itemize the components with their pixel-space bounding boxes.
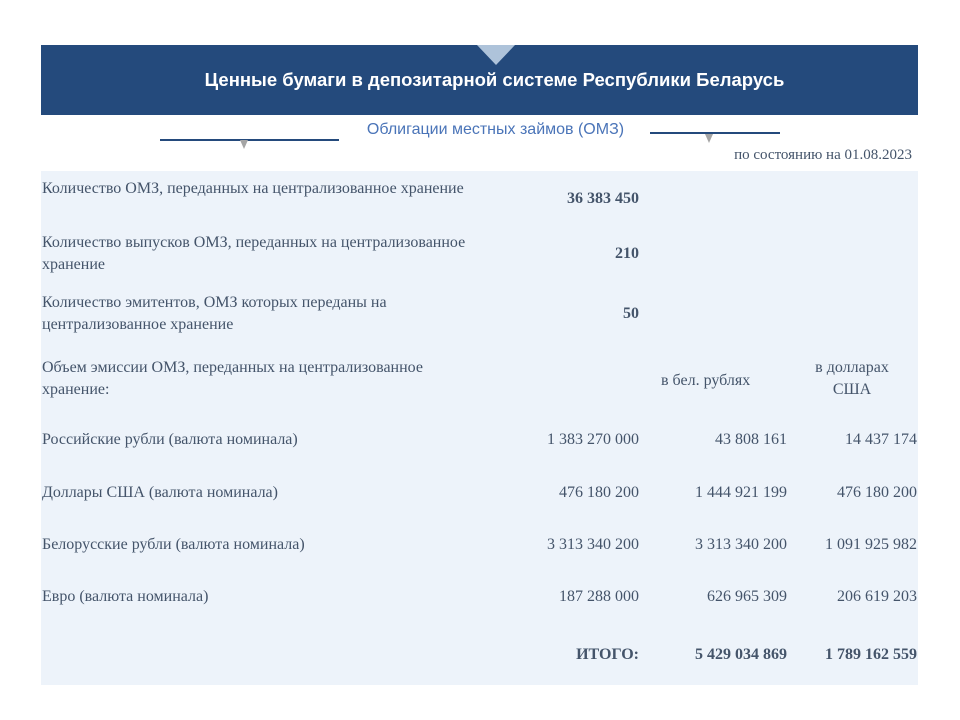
summary-label-issuers: Количество эмитентов, ОМЗ которых переданы на централизованное хранение bbox=[42, 294, 387, 333]
table-cell-nominal: 1 383 270 000 bbox=[547, 431, 639, 448]
table-cell-nominal: 3 313 340 200 bbox=[547, 536, 639, 553]
total-label: ИТОГО: bbox=[576, 646, 639, 663]
summary-label-quantity: Количество ОМЗ, переданных на централизованное хранение bbox=[42, 180, 464, 197]
table-cell-byn: 1 444 921 199 bbox=[695, 484, 787, 501]
table-row-label: Белорусские рубли (валюта номинала) bbox=[42, 536, 305, 553]
table-cell-usd: 476 180 200 bbox=[837, 484, 917, 501]
total-usd: 1 789 162 559 bbox=[825, 646, 917, 663]
summary-label-issues: Количество выпусков ОМЗ, переданных на централизованное хранение bbox=[42, 234, 466, 273]
table-cell-byn: 3 313 340 200 bbox=[695, 536, 787, 553]
column-header-usd: в долларах США bbox=[815, 359, 889, 398]
table-cell-nominal: 187 288 000 bbox=[559, 588, 639, 605]
table-row-label: Евро (валюта номинала) bbox=[42, 588, 209, 605]
rule-arrow-left-icon bbox=[240, 140, 248, 149]
rule-arrow-right-icon bbox=[705, 134, 713, 143]
page-title: Ценные бумаги в депозитарной системе Республики Беларусь bbox=[204, 69, 785, 90]
table-cell-nominal: 476 180 200 bbox=[559, 484, 639, 501]
summary-value-issuers: 50 bbox=[623, 305, 639, 322]
subtitle-rule-left bbox=[160, 139, 339, 141]
table-cell-usd: 1 091 925 982 bbox=[825, 536, 917, 553]
table-row-label: Российские рубли (валюта номинала) bbox=[42, 431, 298, 448]
summary-value-quantity: 36 383 450 bbox=[567, 190, 639, 207]
table-row-label: Доллары США (валюта номинала) bbox=[42, 484, 278, 501]
as-of-date: по состоянию на 01.08.2023 bbox=[734, 147, 912, 163]
table-cell-usd: 14 437 174 bbox=[845, 431, 917, 448]
table-cell-usd: 206 619 203 bbox=[837, 588, 917, 605]
emission-label: Объем эмиссии ОМЗ, переданных на централизованное хранение: bbox=[42, 359, 423, 398]
table-cell-byn: 43 808 161 bbox=[715, 431, 787, 448]
total-byn: 5 429 034 869 bbox=[695, 646, 787, 663]
column-header-byn: в бел. рублях bbox=[661, 372, 751, 389]
table-cell-byn: 626 965 309 bbox=[707, 588, 787, 605]
section-subtitle: Облигации местных займов (ОМЗ) bbox=[366, 121, 625, 138]
subtitle-rule-right bbox=[650, 132, 780, 134]
summary-value-issues: 210 bbox=[615, 245, 639, 262]
